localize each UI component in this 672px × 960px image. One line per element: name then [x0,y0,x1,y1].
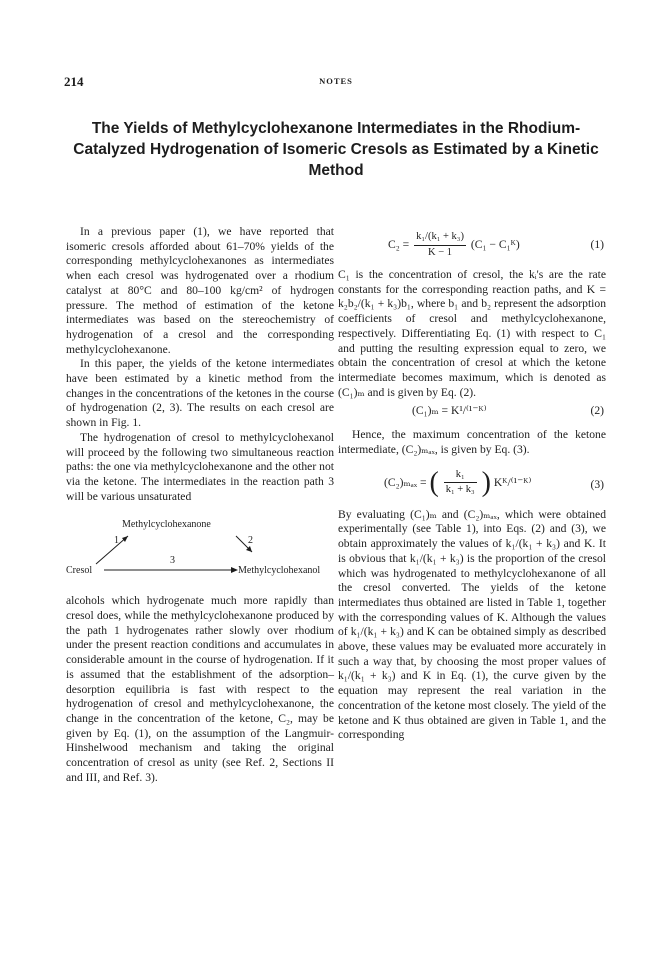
paragraph-3: The hydrogenation of cresol to methylcyclohexanol will proceed by the following two simultaneous reaction paths: the one via methylcyclohexanone and the other not via the ketone. The intermediates in the reaction path 3 will be various unsaturated [66,430,334,503]
scheme-ketone: Methylcyclohexanone [122,519,211,531]
eq3-numerator: k₁ [444,468,477,484]
path-1-arrow [96,536,128,564]
left-column [66,225,334,786]
scheme-alcohol: Methylcyclohexanol [238,565,321,577]
eq1-numerator: k₁/(k₁ + k₃) [414,230,466,246]
eq1-lhs: C₂ = [388,237,410,251]
article-title: The Yields of Methylcyclohexanone Intermediates in the Rhodium-Catalyzed Hydrogenation of Isomeric Cresols as Estimated by a Kinetic Method [73,120,599,179]
scheme-cresol: Cresol [66,565,93,577]
eq3-denominator: k₁ + k₃ [445,484,475,496]
paragraph-5: C₁ is the concentration of cresol, the kᵢ's are the rate constants for the corresponding reaction paths, and K = k₂b₂/(k₁ + k₃)b₁, where b₁ and b₂ represent the adsorption coefficients of cresol and methylcyclohexanone, respectively. Differentiating Eq. (1) with respect to C₁ and putting the resulting expression equal to zero, we obtain the concentration of cresol at which the ketone intermediate becomes maximum, which is denoted as (C₁)ₘ and is given by Eq. (2). [338,268,606,399]
equation-3 [338,462,606,502]
eq1-rhs: (C₁ − C₁ᴷ) [470,237,520,251]
paragraph-4: alcohols which hydrogenate much more rapidly than cresol does, while the methylcyclohexanone produced by the path 1 hydrogenates rather slowly over rhodium under the present reaction conditions and accumulates in considerable amount in the course of hydrogenation. If it is assumed that the establishment of the adsorption–desorption equilibria is fast with respect to the hydrogenation of cresol and methylcyclohexanone, the change in the concentration of the ketone, C₂, may be given by Eq. (1), on the assumption of the Langmuir-Hinshelwood mechanism and taking the original concentration of cresol as unity (see Ref. 2, Sections II and III, and Ref. 3). [66,594,334,784]
running-head: NOTES [319,76,353,86]
equation-2 [338,402,606,422]
paragraph-2: In this paper, the yields of the ketone intermediates have been estimated by a kinetic method from the changes in the concentrations of the ketones in the course of hydrogenation (2, 3). The results on each cresol are shown in Fig. 1. [66,357,334,430]
eq3-lhs: (C₂)ₘₐₓ = [384,475,427,489]
eq3-rhs: Kᴷ/⁽¹⁻ᴷ⁾ [493,475,532,489]
eq2-label: (2) [590,404,604,418]
scheme-path-3-label: 3 [170,555,175,567]
path-3-arrowhead [231,567,238,573]
eq3-close-paren: ) [481,466,491,498]
scheme-path-2-label: 2 [248,535,253,547]
paragraph-6: Hence, the maximum concentration of the ketone intermediate, (C₂)ₘₐₓ, is given by Eq. (3). [338,428,606,457]
right-column [338,225,606,743]
page-number: 214 [64,74,84,89]
reaction-scheme [66,514,334,586]
eq3-open-paren: ( [429,466,439,498]
paragraph-7: By evaluating (C₁)ₘ and (C₂)ₘₐₓ, which were obtained experimentally (see Table 1), into Eqs. (2) and (3), we obtain approximately the values of k₁/(k₁ + k₃) and K. It is obvious that k₁/(k₁ + k₃) is the proportion of the cresol which was hydrogenated to methylcyclohexanone of all the cresol converted. The yields of the ketone intermediates thus obtained are listed in Table 1, together with the corresponding values of K. Although the values of k₁/(k₁ + k₃) and K can be obtained simply as described above, these values may be evaluated more accurately in such a way that, by choosing the most proper values of k₁/(k₁ + k₃) and K in Eq. (1), the curve given by the equation may represent the real variation in the concentration of the ketone most closely. The yield of the ketone and K thus obtained are given in Table 1, and the corresponding [338,507,606,742]
paragraph-1: In a previous paper (1), we have reported that isomeric cresols afforded about 61–70% yields of the corresponding methylcyclohexanones as intermediates when each cresol was hydrogenated over a rhodium catalyst at 80°C and 80–100 kg/cm² of hydrogen pressure. The method of estimation of the ketone intermediates was based on the stereochemistry of hydrogenation of a cresol and the corresponding methylcyclohexanone. [66,225,334,356]
eq1-fraction [414,230,466,260]
scheme-path-1-label: 1 [114,535,119,547]
eq2-body: (C₁)ₘ = K¹/⁽¹⁻ᴷ⁾ [412,404,487,418]
eq3-fraction [444,468,477,498]
equation-1 [338,226,606,264]
eq1-label: (1) [590,238,604,251]
eq1-denominator: K − 1 [428,246,453,258]
eq3-label: (3) [590,477,604,491]
